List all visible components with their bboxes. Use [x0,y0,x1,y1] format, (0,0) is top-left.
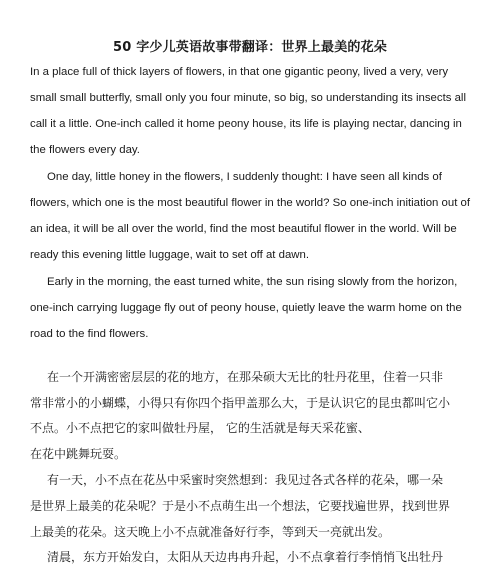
english-line: the flowers every day. [30,144,140,156]
english-line: one-inch carrying luggage fly out of peony house, quietly leave the warm home on the [30,302,462,314]
english-line: ready this evening little luggage, wait to set off at dawn. [30,249,310,261]
chinese-line: 常非常小的小蝴蝶，小得只有你四个指甲盖那么大，于是认识它的昆虫都叫它小 [30,396,451,410]
chinese-line: 有一天，小不点在花丛中采蜜时突然想到：我见过各式各样的花朵，哪一朵 [47,473,444,487]
chinese-line: 在一个开满密密层层的花的地方，在那朵硕大无比的牡丹花里，住着一只非 [47,370,444,384]
chinese-line: 是世界上最美的花朵呢？于是小不点萌生出一个想法，它要找遍世界，找到世界 [30,499,451,513]
english-line: call it a little. One-inch called it home peony house, its life is playing nectar, dancing in [30,118,462,130]
english-line: flowers, which one is the most beautiful flower in the world? So one-inch initiation out of [30,197,471,209]
english-line: an idea, it will be all over the world, find the most beautiful flower in the world. Will be [30,223,457,235]
english-line: Early in the morning, the east turned white, the sun rising slowly from the horizon, [47,276,458,288]
page-title: 50 字少儿英语故事带翻译：世界上最美的花朵 [112,40,388,55]
chinese-line: 不点。小不点把它的家叫做牡丹屋， 它的生活就是每天采花蜜、 [30,421,370,435]
english-line: In a place full of thick layers of flowers, in that one gigantic peony, lived a very, very [30,66,449,78]
chinese-line: 上最美的花朵。这天晚上小不点就准备好行李，等到天一亮就出发。 [30,525,391,539]
english-line: road to the find flowers. [30,328,149,340]
chinese-line: 清晨，东方开始发白，太阳从天边冉冉升起，小不点拿着行李悄悄飞出牡丹 [47,550,444,564]
chinese-line: 在花中跳舞玩耍。 [30,447,127,461]
english-line: small small butterfly, small only you four minute, so big, so understanding its insects all [30,92,466,104]
english-line: One day, little honey in the flowers, I suddenly thought: I have seen all kinds of [47,171,442,183]
